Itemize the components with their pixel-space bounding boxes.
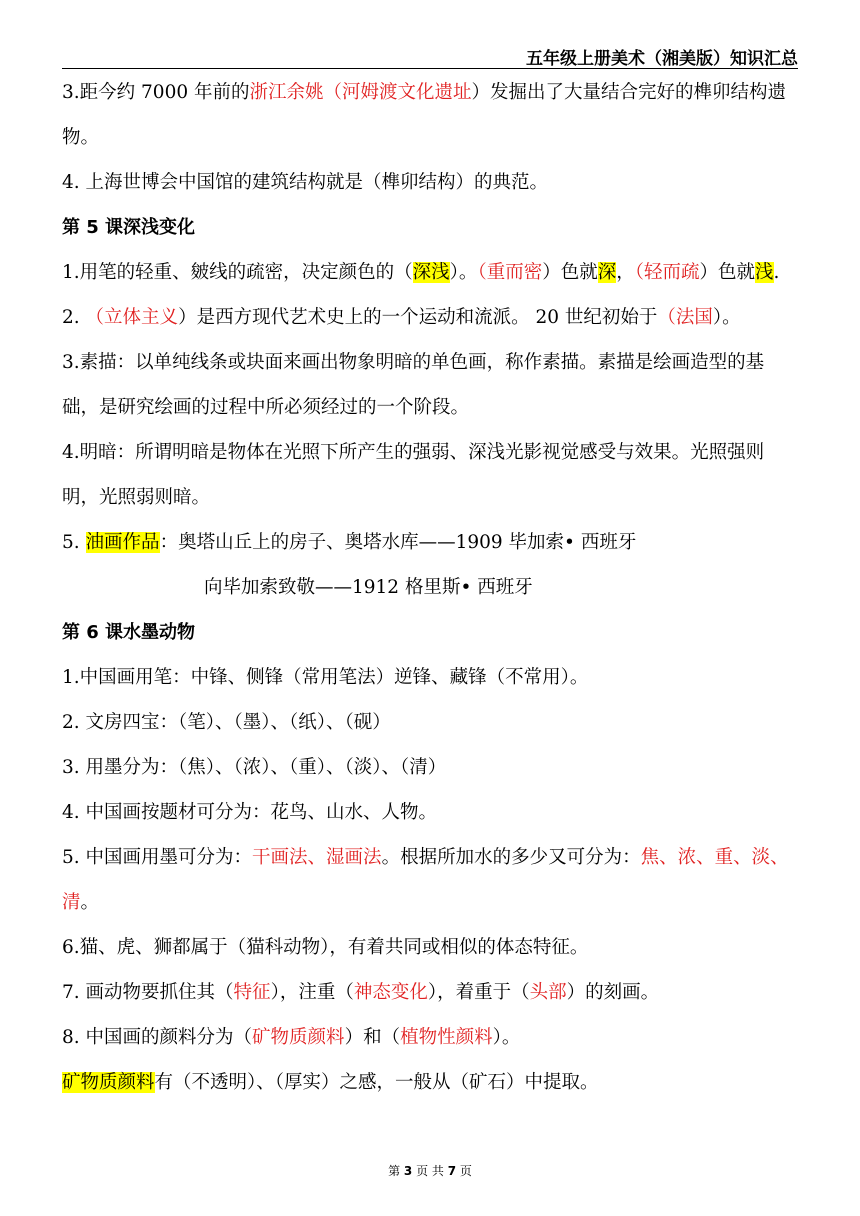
list-item: 2. 文房四宝：（笔）、（墨）、（纸）、（砚） <box>62 712 391 733</box>
page-content <box>62 70 800 1105</box>
list-item: 3. 用墨分为：（焦）、（浓）、（重）、（淡）、（清） <box>62 757 447 778</box>
document-header: 五年级上册美术（湘美版）知识汇总 <box>526 49 798 69</box>
list-item: 3.距今约 7000 年前的浙江余姚（河姆渡文化遗址）发掘出了大量结合完好的榫卯结构遗物。 <box>62 82 787 148</box>
list-item: 4. 中国画按题材可分为：花鸟、山水、人物。 <box>62 802 438 823</box>
list-item: 1.用笔的轻重、皴线的疏密，决定颜色的（深浅）。（重而密）色就深，（轻而疏）色就浅. <box>62 262 780 283</box>
section-heading: 第 5 课深浅变化 <box>62 217 196 238</box>
list-item: 2. （立体主义）是西方现代艺术史上的一个运动和流派。 20 世纪初始于（法国）。 <box>62 307 741 328</box>
list-item: 4. 上海世博会中国馆的建筑结构就是（榫卯结构）的典范。 <box>62 172 549 193</box>
list-item: 3.素描：以单纯线条或块面来画出物象明暗的单色画，称作素描。素描是绘画造型的基础，是研究绘画的过程中所必须经过的一个阶段。 <box>62 352 765 418</box>
list-item: 8. 中国画的颜料分为（矿物质颜料）和（植物性颜料）。 <box>62 1027 521 1048</box>
list-item: 5. 中国画用墨可分为：干画法、湿画法。根据所加水的多少又可分为：焦、浓、重、淡、清。 <box>62 847 789 913</box>
list-item: 向毕加索致敬——1912 格里斯• 西班牙 <box>204 577 533 598</box>
header-rule <box>62 68 798 69</box>
page-footer: 第 3 页 共 7 页 <box>388 1164 472 1178</box>
list-item: 5. 油画作品：奥塔山丘上的房子、奥塔水库——1909 毕加索• 西班牙 <box>62 532 637 553</box>
list-item: 矿物质颜料有（不透明）、（厚实）之感，一般从（矿石）中提取。 <box>62 1072 599 1093</box>
list-item: 4.明暗：所谓明暗是物体在光照下所产生的强弱、深浅光影视觉感受与效果。光照强则明，光照弱则暗。 <box>62 442 765 508</box>
list-item: 6.猫、虎、狮都属于（猫科动物），有着共同或相似的体态特征。 <box>62 937 589 958</box>
section-heading: 第 6 课水墨动物 <box>62 622 196 643</box>
list-item: 7. 画动物要抓住其（特征），注重（神态变化），着重于（头部）的刻画。 <box>62 982 660 1003</box>
list-item: 1.中国画用笔：中锋、侧锋（常用笔法）逆锋、藏锋（不常用）。 <box>62 667 589 688</box>
